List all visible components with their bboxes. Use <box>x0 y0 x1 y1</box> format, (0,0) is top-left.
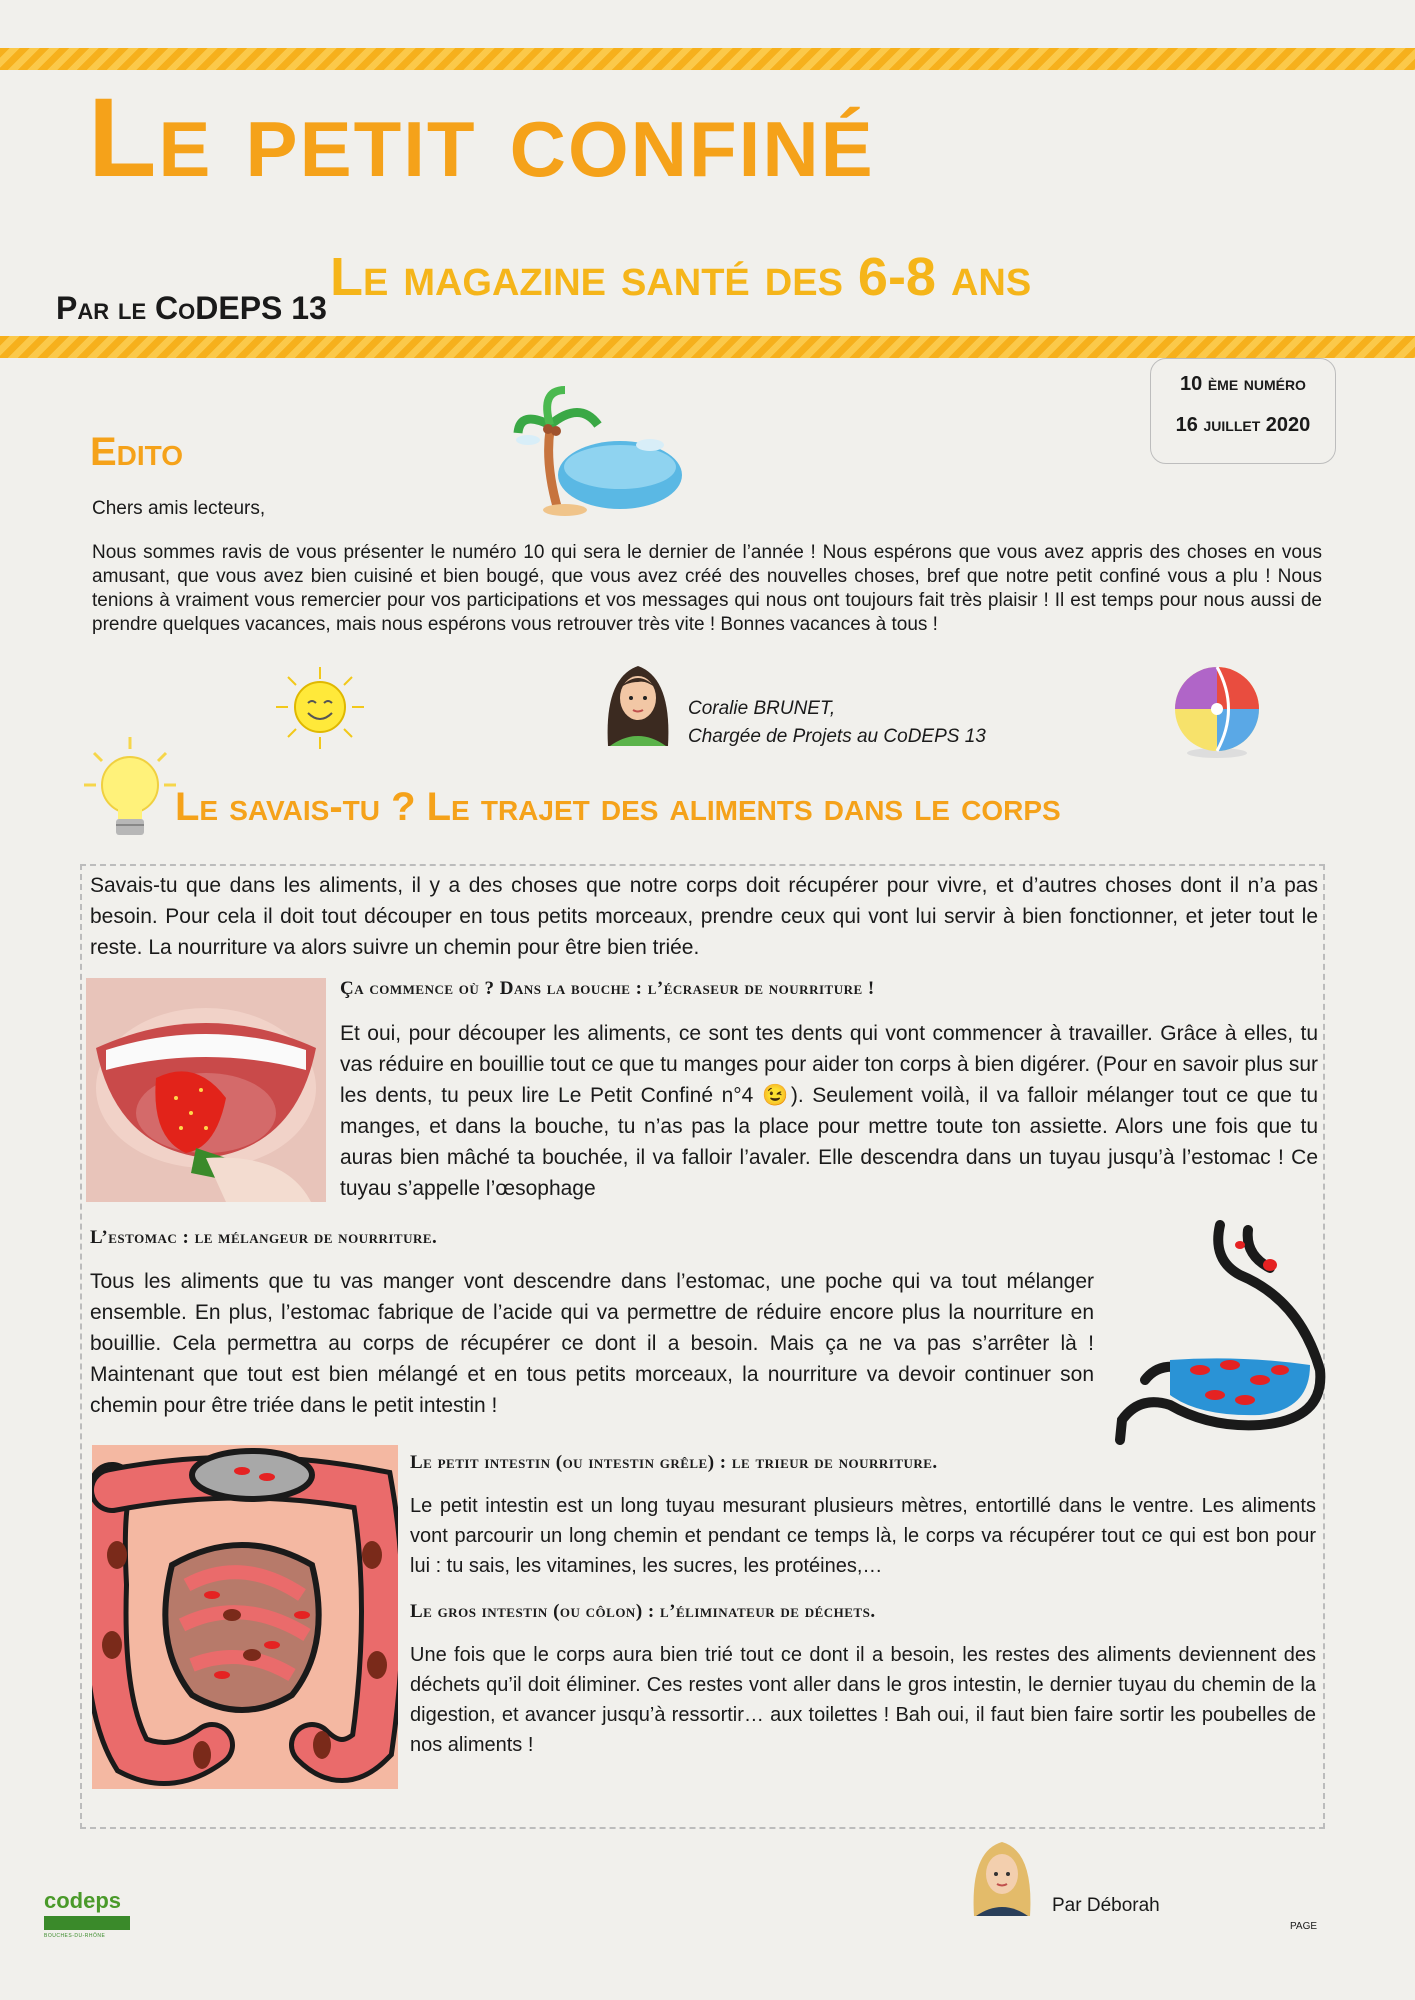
sun-icon <box>270 665 370 750</box>
footer-author: Par Déborah <box>1052 1895 1160 1916</box>
section-1-title: Ça commence où ? Dans la bouche : l’écraseur de nourriture ! <box>340 978 875 999</box>
logo-bar <box>44 1916 130 1930</box>
bottom-stripe <box>0 336 1415 358</box>
palm-island-icon <box>510 385 690 520</box>
section-2-body: Tous les aliments que tu vas manger vont descendre dans l’estomac, une poche qui va tout mélanger ensemble. En plus, l’estomac fabrique de l’acide qui va permettre de réduire encore plus la nourriture en bouillie. Cela permettra au corps de récupérer ce dont il a besoin. Mais ça ne va pas s’arrêter là ! Maintenant que tout est bien mélangé et en tous petits morceaux, la nourriture va devoir continuer son chemin pour être triée dans le petit intestin ! <box>90 1270 1094 1417</box>
magazine-title: Le petit confiné <box>88 75 875 200</box>
edito-signature <box>688 695 986 751</box>
page-label: PAGE <box>1290 1921 1318 1932</box>
section-4-title: Le gros intestin (ou côlon) : l’éliminateur de déchets. <box>410 1601 876 1622</box>
article-heading: Le savais-tu ? Le trajet des aliments dans le corps <box>175 785 1061 829</box>
magazine-subtitle: Le magazine santé des 6-8 ans <box>330 247 1032 307</box>
stomach-icon <box>1100 1220 1330 1445</box>
section-4-body: Une fois que le corps aura bien trié tout ce dont il a besoin, les restes des aliments deviennent des déchets qu’il doit éliminer. Ces restes vont aller dans le gros intestin, le dernier tuyau du chemin de la digestion, et avancer jusqu’à ressortir… aux toilettes ! Bah oui, il faut bien faire sortir les poubelles de nos aliments ! <box>410 1644 1316 1756</box>
byline: Par le CoDEPS 13 <box>56 290 327 326</box>
top-stripe <box>0 48 1415 70</box>
article-intro: Savais-tu que dans les aliments, il y a des choses que notre corps doit récupérer pour vivre, et d’autres choses dont il n’a pas besoin. Pour cela il doit tout découper en tous petits morceaux, prendre ceux qui vont lui servir à bien fonctionner, et jeter tout le reste. La nourriture va alors suivre un chemin pour être bien triée. <box>90 874 1318 959</box>
issue-date: 16 juillet 2020 <box>1175 414 1311 436</box>
issue-number: 10 ème numéro <box>1180 373 1306 395</box>
issue-box <box>1150 358 1336 464</box>
edito-heading: Edito <box>90 430 184 474</box>
signature-role: Chargée de Projets au CoDEPS 13 <box>688 726 986 747</box>
intestines-image <box>92 1445 398 1789</box>
light-bulb-icon <box>80 735 180 845</box>
beach-ball-icon <box>1170 665 1265 760</box>
edito-body: Nous sommes ravis de vous présenter le numéro 10 qui sera le dernier de l’année ! Nous espérons que vous avez appris des choses en vous amusant, que vous avez bien cuisiné et bien bougé, que vous avez créé des nouvelles choses, bref que notre petit confiné vous a plu ! Nous tenions à vraiment vous remercier pour vos participations et vos messages qui nous ont toujours fait très plaisir ! Il est temps pour nous aussi de prendre quelques vacances, mais nous espérons vous retrouver très vite ! Bonnes vacances à tous ! <box>92 542 1322 635</box>
edito-greeting: Chers amis lecteurs, <box>92 498 266 519</box>
section-3-body: Le petit intestin est un long tuyau mesurant plusieurs mètres, entortillé dans le ventre. Les aliments vont parcourir un long chemin et pendant ce temps là, le corps va récupérer tout ce qui est bon pour lui : tu sais, les vitamines, les sucres, les protéines,… <box>410 1495 1316 1577</box>
mouth-strawberry-image <box>86 978 326 1202</box>
signature-name: Coralie BRUNET, <box>688 698 836 719</box>
logo-text: codeps <box>44 1888 122 1913</box>
logo-subtitle: BOUCHES-DU-RHÔNE <box>44 1933 106 1939</box>
coralie-avatar <box>598 658 678 746</box>
deborah-avatar <box>966 1836 1038 1916</box>
section-2-title: L’estomac : le mélangeur de nourriture. <box>90 1227 438 1248</box>
section-1-body: Et oui, pour découper les aliments, ce sont tes dents qui vont commencer à travailler. Grâce à elles, tu vas réduire en bouillie tout ce que tu manges pour aider ton corps à bien digérer. (Pour en savoir plus sur les dents, tu peux lire Le Petit Confiné n°4 😉). Seulement voilà, il va falloir mélanger tout ce que tu manges, et dans la bouche, tu n’as pas la place pour mettre toute ton assiette. Alors une fois que tu auras bien mâché ta bouchée, il va falloir l’avaler. Elle descendra dans un tuyau jusqu’à l’estomac ! Ce tuyau s’appelle l’œsophage <box>340 1022 1318 1200</box>
codeps-logo <box>44 1890 134 1946</box>
section-3-title: Le petit intestin (ou intestin grêle) : le trieur de nourriture. <box>410 1452 938 1473</box>
